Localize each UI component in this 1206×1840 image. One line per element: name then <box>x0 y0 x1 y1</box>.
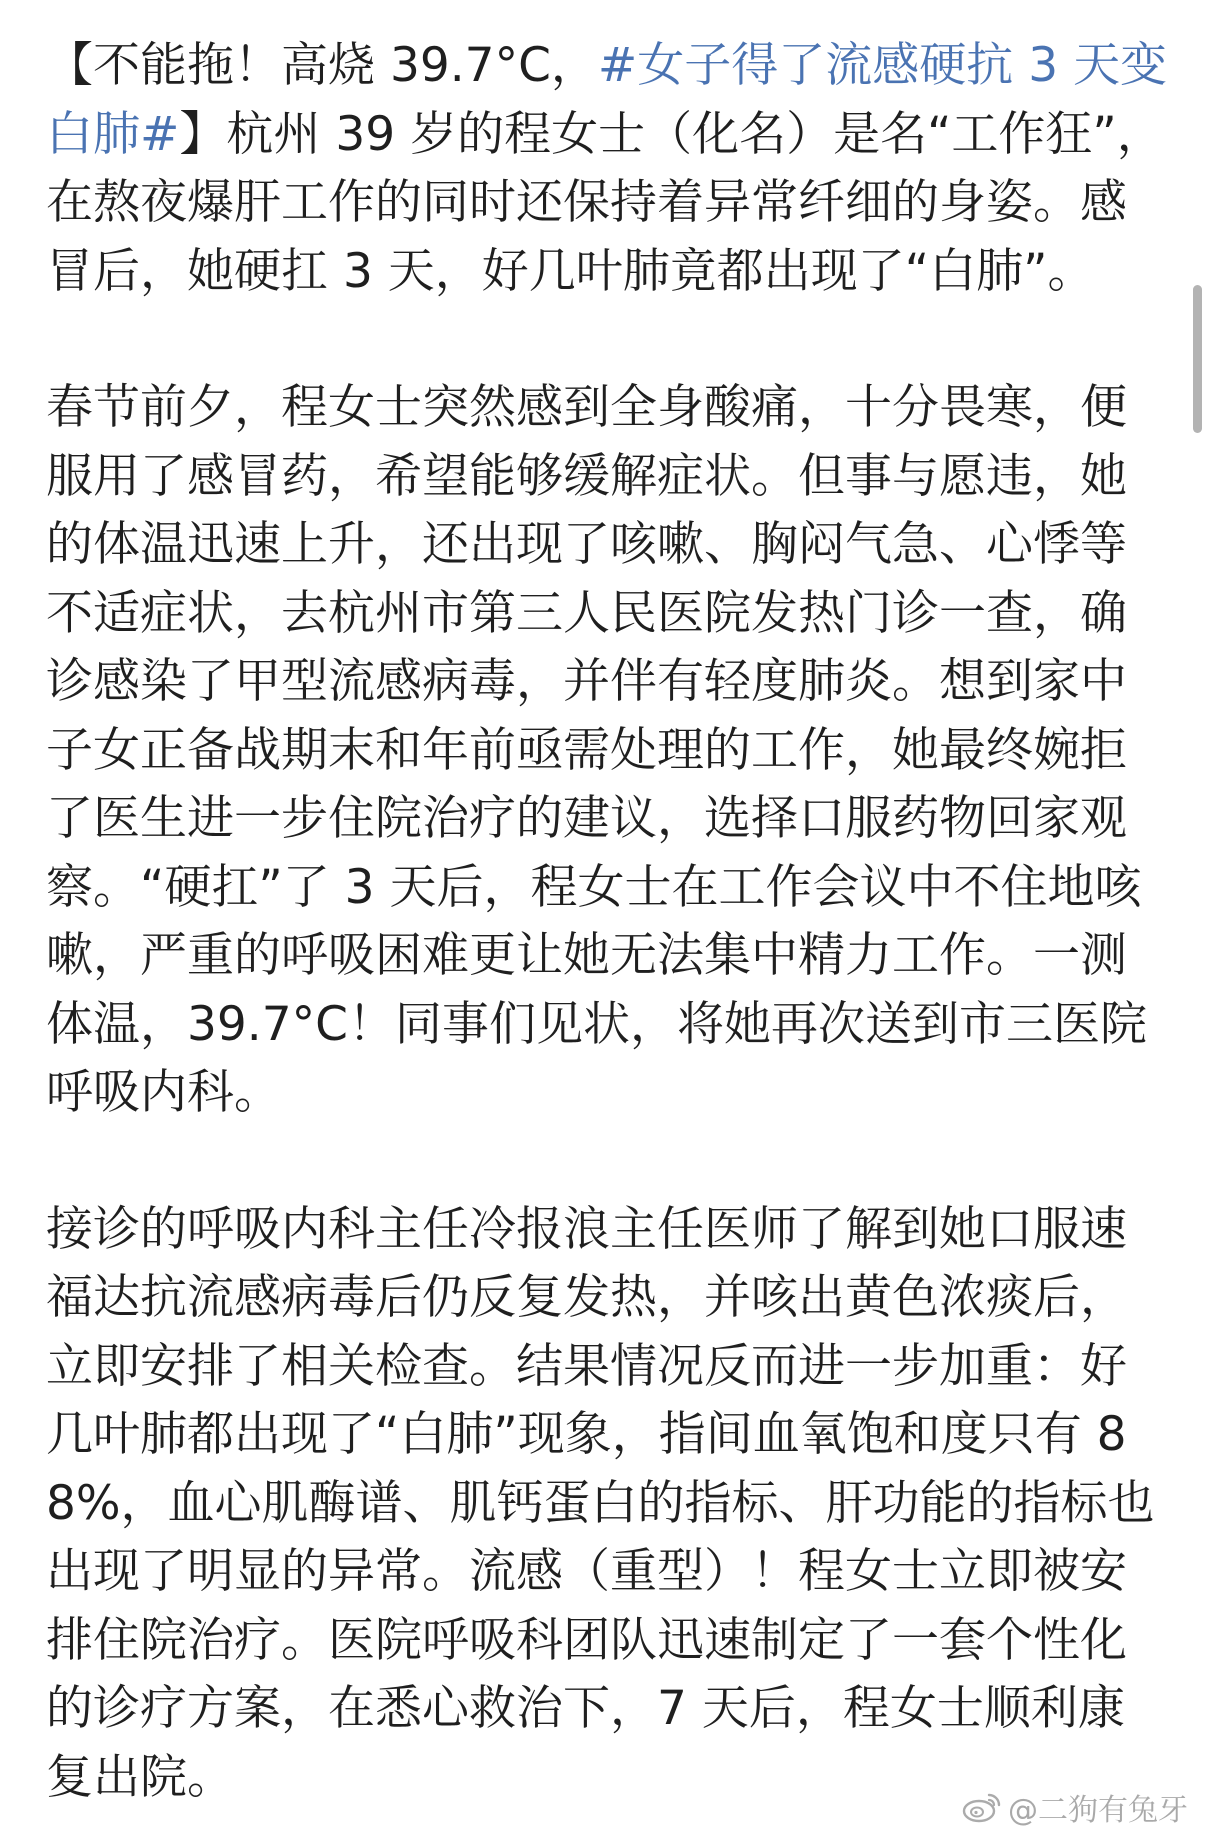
post-body <box>46 32 1170 1812</box>
weibo-logo-icon <box>962 1791 1002 1823</box>
intro-text: 】杭州 39 岁的程女士（化名）是名“工作狂”，在熬夜爆肝工作的同时还保持着异常纤细的身姿。感冒后，她硬扛 3 天，好几叶肺竟都出现了“白肺”。 <box>46 106 1164 299</box>
watermark <box>962 1786 1188 1828</box>
scrollbar-thumb[interactable] <box>1193 285 1202 433</box>
hashtag-link[interactable]: #女子得了流感硬抗 3 天变白肺# <box>46 38 1168 162</box>
headline-text: 【不能拖！高烧 39.7°C， <box>46 38 598 93</box>
watermark-text: @二狗有兔牙 <box>1008 1793 1188 1828</box>
paragraph-1 <box>46 32 1170 306</box>
paragraph-3: 接诊的呼吸内科主任冷报浪主任医师了解到她口服速福达抗流感病毒后仍反复发热，并咳出黄色浓痰后，立即安排了相关检查。结果情况反而进一步加重：好几叶肺都出现了“白肺”现象，指间血氧饱和度只有 88%，血心肌酶谱、肌钙蛋白的指标、肝功能的指标也出现了明显的异常。流感（重型）！程女士立即被安排住院治疗。医院呼吸科团队迅速制定了一套个性化的诊疗方案，在悉心救治下，7 天后，程女士顺利康复出院。 <box>46 1201 1155 1805</box>
paragraph-2: 春节前夕，程女士突然感到全身酸痛，十分畏寒，便服用了感冒药，希望能够缓解症状。但事与愿违，她的体温迅速上升，还出现了咳嗽、胸闷气急、心悸等不适症状，去杭州市第三人民医院发热门诊一查，确诊感染了甲型流感病毒，并伴有轻度肺炎。想到家中子女正备战期末和年前亟需处理的工作，她最终婉拒了医生进一步住院治疗的建议，选择口服药物回家观察。“硬扛”了 3 天后，程女士在工作会议中不住地咳嗽，严重的呼吸困难更让她无法集中精力工作。一测体温，39.7°C！同事们见状，将她再次送到市三医院呼吸内科。 <box>46 380 1147 1120</box>
